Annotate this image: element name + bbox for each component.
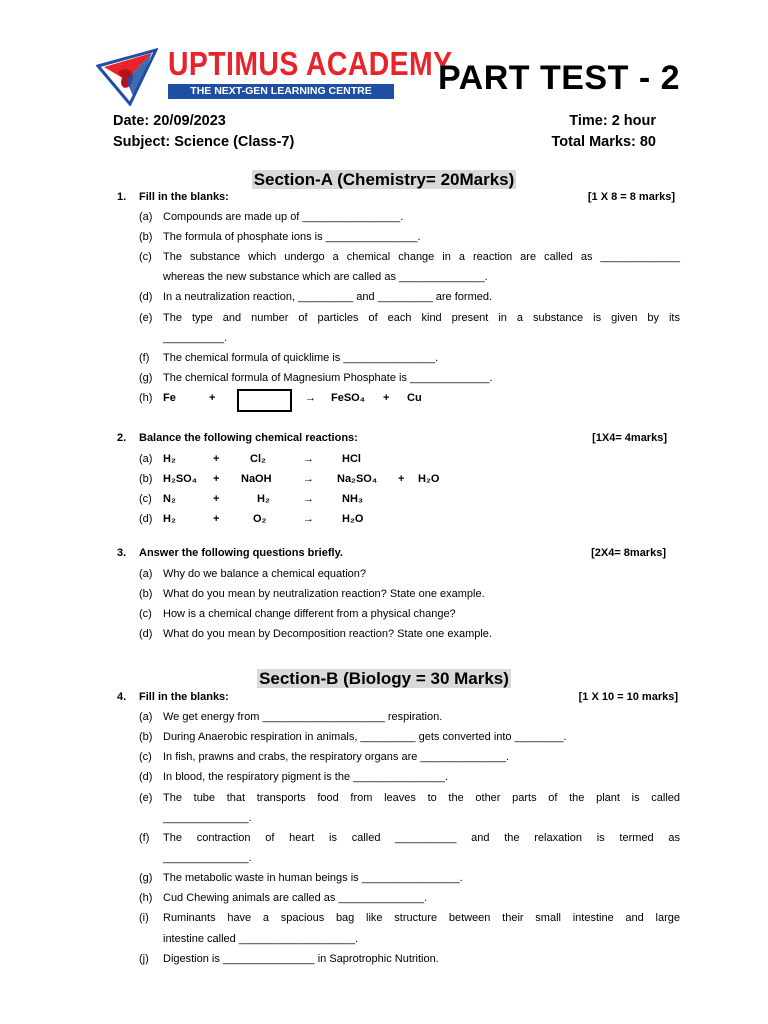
equation-term: Cu xyxy=(407,392,422,404)
exam-date: Date: 20/09/2023 xyxy=(113,113,226,129)
item-label: (b) xyxy=(139,473,153,485)
arrow-icon: → xyxy=(303,513,314,525)
item-label: (e) xyxy=(139,792,153,804)
equation-term: FeSO₄ xyxy=(331,392,365,404)
question-number: 1. xyxy=(117,191,127,203)
answer-box[interactable] xyxy=(237,389,292,412)
item-label: (g) xyxy=(139,872,153,884)
product: HCl xyxy=(342,453,361,465)
product: H₂O xyxy=(342,513,364,525)
question-number: 4. xyxy=(117,691,127,703)
item-label: (b) xyxy=(139,231,153,243)
section-b-title: Section-B (Biology = 30 Marks) xyxy=(259,669,509,688)
item-text: Cud Chewing animals are called as ______________. xyxy=(163,892,428,904)
item-label: (h) xyxy=(139,892,153,904)
product: Na₂SO₄ xyxy=(337,473,378,485)
reactant: NaOH xyxy=(241,473,272,485)
plus-sign: + xyxy=(213,513,220,525)
page-title: PART TEST - 2 xyxy=(438,59,680,97)
reactant: H₂SO₄ xyxy=(163,473,197,485)
arrow-icon: → xyxy=(305,392,316,404)
item-text: Ruminants have a spacious bag like structure between their small intestine and large xyxy=(163,912,680,924)
item-text: The tube that transports food from leaves to the other parts of the plant is called xyxy=(163,792,680,804)
item-text: In fish, prawns and crabs, the respiratory organs are ______________. xyxy=(163,751,510,763)
item-text: The contraction of heart is called __________ and the relaxation is termed as xyxy=(163,832,680,844)
item-label: (c) xyxy=(139,251,152,263)
question-number: 2. xyxy=(117,432,127,444)
item-text: During Anaerobic respiration in animals, _________ gets converted into ________. xyxy=(163,731,567,743)
item-text: What do you mean by Decomposition reaction? State one example. xyxy=(163,628,492,640)
item-label: (g) xyxy=(139,372,153,384)
item-label: (a) xyxy=(139,568,153,580)
reactant: Cl₂ xyxy=(250,453,266,465)
brand-tagline: THE NEXT-GEN LEARNING CENTRE xyxy=(168,84,394,99)
product: NH₃ xyxy=(342,493,363,505)
item-label: (i) xyxy=(139,912,149,924)
item-label: (c) xyxy=(139,493,152,505)
reactant: N₂ xyxy=(163,493,176,505)
paper-plane-icon xyxy=(96,48,158,106)
item-text: whereas the new substance which are called as ______________. xyxy=(163,271,488,283)
item-text: The chemical formula of quicklime is _______________. xyxy=(163,352,439,364)
item-text: The chemical formula of Magnesium Phosphate is _____________. xyxy=(163,372,493,384)
item-text: Digestion is _______________ in Saprotrophic Nutrition. xyxy=(163,953,439,965)
academy-logo xyxy=(96,45,453,106)
reactant: O₂ xyxy=(253,513,267,525)
item-label: (e) xyxy=(139,312,153,324)
item-label: (a) xyxy=(139,453,153,465)
question-marks: [2X4= 8marks] xyxy=(591,547,666,559)
equation-term: + xyxy=(383,392,390,404)
question-marks: [1 X 10 = 10 marks] xyxy=(578,691,678,703)
plus-sign: + xyxy=(213,473,220,485)
plus-sign: + xyxy=(398,473,405,485)
item-label: (a) xyxy=(139,711,153,723)
item-label: (f) xyxy=(139,832,150,844)
exam-subject: Subject: Science (Class-7) xyxy=(113,134,295,150)
section-a-title: Section-A (Chemistry= 20Marks) xyxy=(253,170,515,189)
item-label: (c) xyxy=(139,751,152,763)
item-label: (h) xyxy=(139,392,153,404)
item-text: We get energy from ____________________ respiration. xyxy=(163,711,443,723)
item-text: What do you mean by neutralization reaction? State one example. xyxy=(163,588,485,600)
item-text: The type and number of particles of each kind present in a substance is given by its xyxy=(163,312,680,324)
reactant: H₂ xyxy=(163,453,176,465)
item-text: intestine called ___________________. xyxy=(163,933,359,945)
question-text: Balance the following chemical reactions: xyxy=(139,432,358,444)
question-text: Fill in the blanks: xyxy=(139,691,229,703)
brand-name: UPTIMUS ACADEMY xyxy=(168,45,453,82)
item-label: (j) xyxy=(139,953,149,965)
plus-sign: + xyxy=(213,453,220,465)
item-label: (d) xyxy=(139,628,153,640)
item-text: The metabolic waste in human beings is ________________. xyxy=(163,872,463,884)
item-text: ______________. xyxy=(163,852,252,864)
question-text: Answer the following questions briefly. xyxy=(139,547,343,559)
product: H₂O xyxy=(418,473,440,485)
question-marks: [1 X 8 = 8 marks] xyxy=(587,191,675,203)
reactant: H₂ xyxy=(257,493,270,505)
question-text: Fill in the blanks: xyxy=(139,191,229,203)
item-text: How is a chemical change different from a physical change? xyxy=(163,608,456,620)
item-text: __________. xyxy=(163,332,228,344)
item-text: In a neutralization reaction, _________ and _________ are formed. xyxy=(163,291,493,303)
item-text: ______________. xyxy=(163,812,252,824)
item-text: In blood, the respiratory pigment is the _______________. xyxy=(163,771,448,783)
item-label: (f) xyxy=(139,352,150,364)
item-label: (a) xyxy=(139,211,153,223)
arrow-icon: → xyxy=(303,493,314,505)
exam-time: Time: 2 hour xyxy=(569,113,656,129)
item-text: The substance which undergo a chemical change in a reaction are called as _____________ xyxy=(163,251,680,263)
item-label: (c) xyxy=(139,608,152,620)
item-text: Compounds are made up of ________________. xyxy=(163,211,404,223)
item-label: (d) xyxy=(139,771,153,783)
equation-term: Fe xyxy=(163,392,176,404)
item-text: The formula of phosphate ions is _______________. xyxy=(163,231,421,243)
item-label: (b) xyxy=(139,588,153,600)
reactant: H₂ xyxy=(163,513,176,525)
question-marks: [1X4= 4marks] xyxy=(592,432,667,444)
arrow-icon: → xyxy=(303,453,314,465)
item-text: Why do we balance a chemical equation? xyxy=(163,568,367,580)
equation-term: + xyxy=(209,392,216,404)
plus-sign: + xyxy=(213,493,220,505)
question-number: 3. xyxy=(117,547,127,559)
item-label: (b) xyxy=(139,731,153,743)
item-label: (d) xyxy=(139,513,153,525)
total-marks: Total Marks: 80 xyxy=(551,134,656,150)
arrow-icon: → xyxy=(303,473,314,485)
item-label: (d) xyxy=(139,291,153,303)
